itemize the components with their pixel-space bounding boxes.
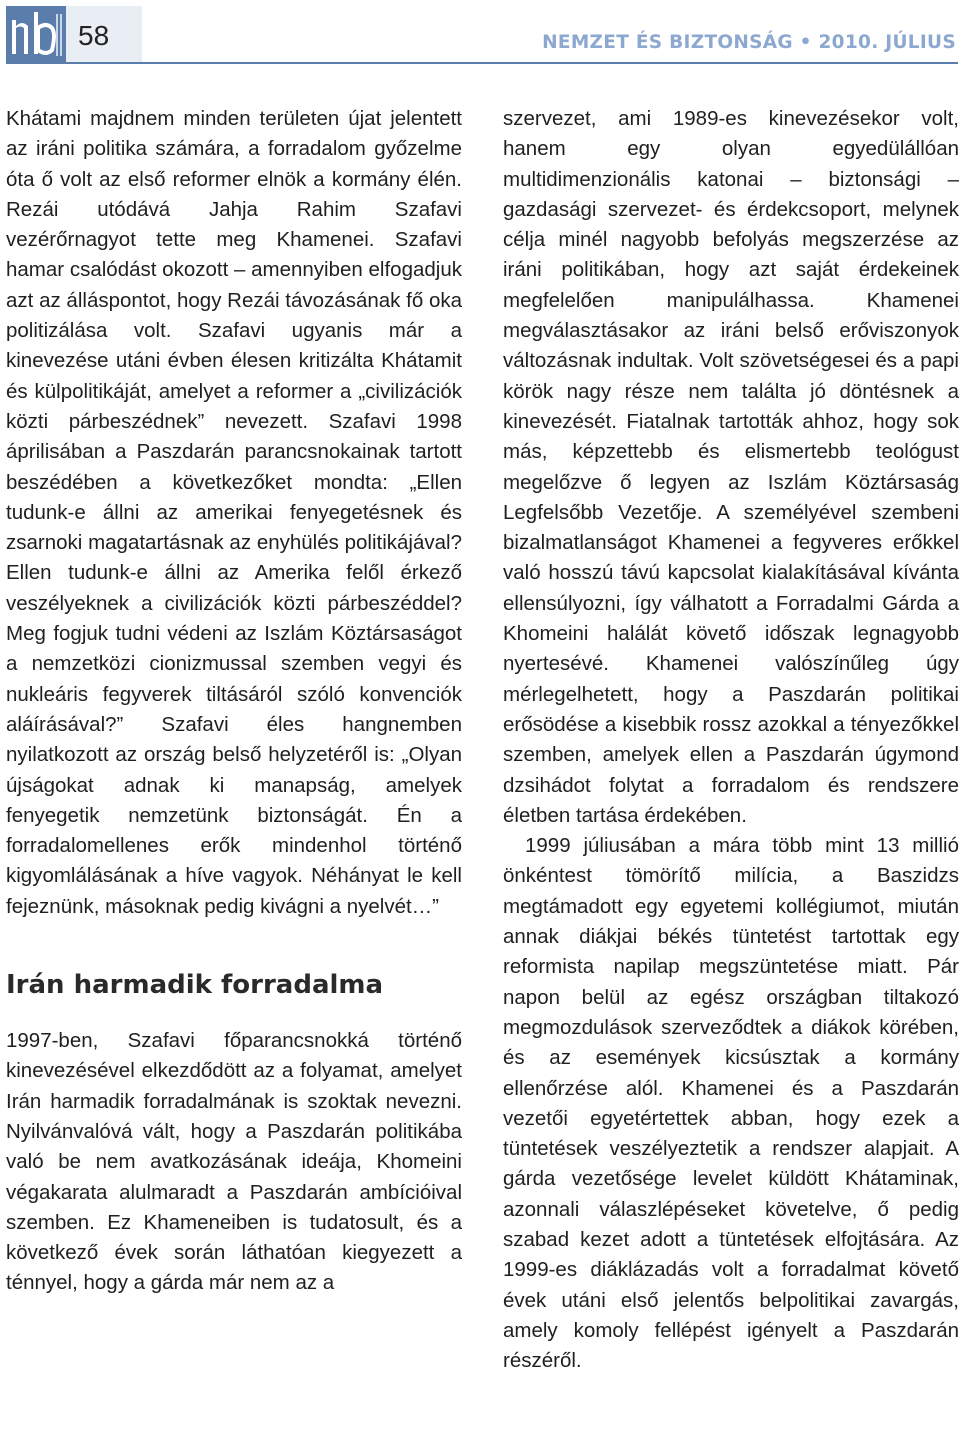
page-number-box bbox=[66, 6, 142, 64]
journal-title: NEMZET ÉS BIZTONSÁG • 2010. JÚLIUS bbox=[542, 32, 956, 53]
nb-logo-icon bbox=[6, 6, 66, 64]
page-header bbox=[0, 0, 960, 70]
right-column bbox=[503, 104, 959, 1376]
nb-logo-graphic bbox=[6, 6, 66, 64]
right-paragraph-2: 1999 júliusában a mára több mint 13 millió önkéntest tömörítő milícia, a Baszidzs megtámadott egy egyetemi kollégiumot, miután annak diákjai békés tüntetést tartottak egy reformista napilap megszüntetése miatt. Pár napon belül az egész országban tiltakozó megmozdulások szerveződtek a diákok körében, és az események kicsúsztak a kormány ellenőrzése alól. Khamenei és a Paszdarán vezetői egyetértettek abban, hogy ezek a tüntetések veszélyeztetik a rendszer alapjait. A gárda vezetősége levelet küldött Khátaminak, azonnali válaszlépéseket követelve, ő pedig szabad kezet adott a tüntetések elfojtására. Az 1999-es diáklázadás volt a forradalmat követő évek utáni első jelentős belpolitikai zavargás, amely komoly fellépést igényelt a Paszdarán részéről. bbox=[503, 834, 959, 1373]
section-heading: Irán harmadik forradalma bbox=[6, 970, 384, 1001]
left-column bbox=[6, 104, 462, 1299]
left-paragraph-1: Khátami majdnem minden területen újat jelentett az iráni politika számára, a forradalom győzelme óta ő volt az első reformer elnök a kormány élén. Rezái utódává Jahja Rahim Szafavi vezérőrnagyot tette meg Khamenei. Szafavi hamar csalódást okozott – amennyiben elfogadjuk azt az álláspontot, hogy Rezái távozásának fő oka politizálása volt. Szafavi ugyanis már a kinevezése utáni évben élesen kritizálta Khátamit és külpolitikáját, amelyet a reformer a „civilizációk közti párbeszédnek” nevezett. Szafavi 1998 áprilisában a Paszdarán parancsnokainak tartott beszédében a következőket mondta: „Ellen tudunk-e állni az amerikai fenyegetésnek és zsarnoki magatartásnak az enyhülés politikájával? Ellen tudunk-e állni az Amerika felől érkező veszélyeknek a civilizációk közti párbeszéddel? Meg fogjuk tudni védeni az Iszlám Köztársaságot a nemzetközi cionizmussal szemben vegyi és nukleáris fegyverek tiltásáról szóló konvenciók aláírásával?” Szafavi éles hangnemben nyilatkozott az ország belső helyzetéről is: „Olyan újságokat adnak ki manapság, amelyek fenyegetik nemzetünk biztonságát. Én a forradalomellenes erők mindenhol történő kigyomlálásának a híve vagyok. Néhányat le kell fejeznünk, másoknak pedig kivágni a nyelvét…” bbox=[6, 107, 462, 918]
left-paragraph-2: 1997-ben, Szafavi főparancsnokká történő kinevezésével elkezdődött az a folyamat, amelyet Irán harmadik forradalmának is szoktak nevezni. Nyilvánvalóvá vált, hogy a Paszdarán politikába való be nem avatkozásának ideája, Khomeini végakarata alulmaradt a Paszdarán ambícióival szemben. Ez Khameneiben is tudatosult, és a következő évek során láthatóan kiegyezett a ténnyel, hogy a gárda már nem az a bbox=[6, 1029, 462, 1295]
right-paragraph-1: szervezet, ami 1989-es kinevezésekor volt, hanem egy olyan egyedülállóan multidimenzionális katonai – biztonsági – gazdasági szervezet- és érdekcsoport, melynek célja minél nagyobb befolyás megszerzése az iráni politikában, hogy azt saját érdekeinek megfelelően manipulálhassa. Khamenei megválasztásakor az iráni belső erőviszonyok változásnak indultak. Volt szövetségesei és a papi körök nagy része nem találta jó döntésnek a kinevezését. Fiatalnak tartották ahhoz, hogy sok más, képzettebb és elismertebb teológust megelőzve ő legyen az Iszlám Köztársaság Legfelsőbb Vezetője. A személyével szembeni bizalmatlanságot Khamenei a fegyveres erőkkel való hosszú távú kapcsolat kialakításával kívánta ellensúlyozni, így válhatott a Forradalmi Gárda a Khomeini halálát követő időszak legnagyobb nyertesévé. Khamenei valószínűleg úgy mérlegelhetett, hogy a Paszdarán politikai erősödése a kisebbik rossz azokkal a tényezőkkel szemben, amelyek ellen a Paszdarán úgymond dzsihádot folytat a forradalom és rendszere életben tartása érdekében. bbox=[503, 107, 959, 827]
page-number: 58 bbox=[78, 20, 110, 51]
header-rule bbox=[6, 62, 958, 64]
